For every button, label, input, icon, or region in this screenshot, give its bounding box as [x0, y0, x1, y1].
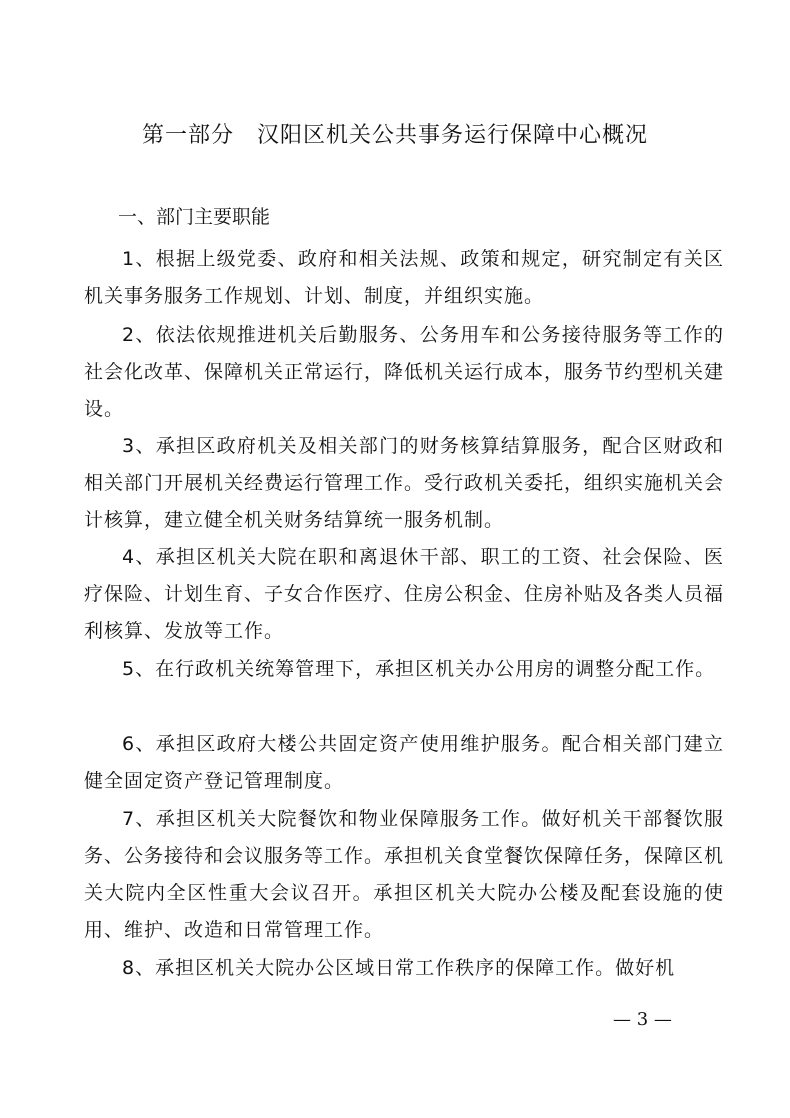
paragraph-6: 6、承担区政府大楼公共固定资产使用维护服务。配合相关部门建立健全固定资产登记管理制度。 [84, 733, 724, 792]
paragraph-2: 2、依法依规推进机关后勤服务、公务用车和公务接待服务等工作的社会化改革、保障机关正常运行，降低机关运行成本，服务节约型机关建设。 [84, 324, 725, 420]
paragraph-4: 4、承担区机关大院在职和离退休干部、职工的工资、社会保险、医疗保险、计划生育、子女合作医疗、住房公积金、住房补贴及各类人员福利核算、发放等工作。 [84, 546, 725, 642]
paragraph-1: 1、根据上级党委、政府和相关法规、政策和规定，研究制定有关区机关事务服务工作规划、计划、制度，并组织实施。 [84, 248, 724, 307]
paragraph-5: 5、在行政机关统筹管理下，承担区机关办公用房的调整分配工作。 [122, 658, 716, 680]
section-heading: 一、部门主要职能 [118, 206, 271, 228]
paragraph-3: 3、承担区政府机关及相关部门的财务核算结算服务，配合区财政和相关部门开展机关经费运行管理工作。受行政机关委托，组织实施机关会计核算，建立健全机关财务结算统一服务机制。 [84, 435, 725, 531]
page-title: 第一部分 汉阳区机关公共事务运行保障中心概况 [141, 123, 648, 148]
paragraph-7: 7、承担区机关大院餐饮和物业保障服务工作。做好机关干部餐饮服务、公务接待和会议服务等工作。承担机关食堂餐饮保障任务，保障区机关大院内全区性重大会议召开。承担区机关大院办公楼及配套设施的使用、维护、改造和日常管理工作。 [84, 808, 725, 941]
paragraph-8: 8、承担区机关大院办公区域日常工作秩序的保障工作。做好机 [122, 957, 676, 979]
page-number: — 3 — [613, 1009, 672, 1030]
